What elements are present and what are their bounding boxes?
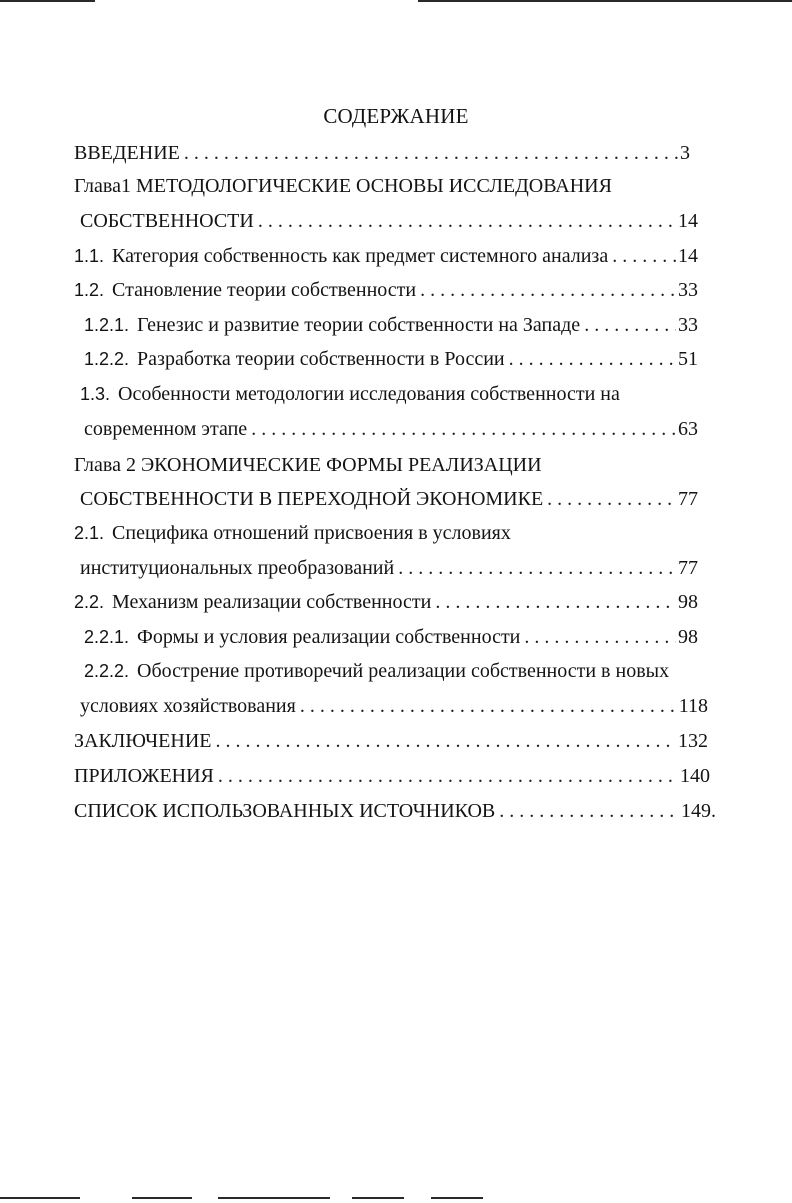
toc-entry-page: 132	[678, 730, 708, 752]
toc-section-2-2-2	[84, 657, 704, 685]
toc-entry-appendices	[74, 762, 710, 790]
toc-entry-page: 14	[678, 245, 698, 267]
toc-section-1-2	[74, 276, 698, 304]
toc-entry-text: Механизм реализации собственности	[112, 591, 432, 613]
toc-entry-page: 77	[678, 557, 698, 579]
section-number: 1.2.	[74, 280, 105, 300]
toc-entry-page: 98	[678, 626, 698, 648]
section-number: 1.2.2.	[84, 349, 130, 369]
toc-entry-text: ВВЕДЕНИЕ	[74, 142, 180, 164]
toc-chapter-2-title-cont	[80, 485, 698, 513]
leader-dots	[300, 692, 677, 720]
toc-entry-page: 33	[678, 314, 698, 336]
toc-entry-text: СОБСТВЕННОСТИ	[80, 210, 254, 232]
toc-entry-text: Разработка теории собственности в России	[137, 348, 505, 370]
leader-dots	[435, 588, 676, 616]
leader-dots	[420, 276, 676, 304]
toc-entry-page: 3	[680, 142, 690, 164]
toc-entry-page: 63	[678, 418, 698, 440]
leader-dots	[524, 623, 676, 651]
toc-entry-page: 51	[678, 348, 698, 370]
section-number: 2.2.2.	[84, 661, 130, 681]
section-number: 2.2.	[74, 592, 105, 612]
leader-dots	[509, 345, 676, 373]
toc-entry-page: 118	[678, 695, 708, 717]
toc-section-1-2-2	[84, 345, 698, 373]
page-title: СОДЕРЖАНИЕ	[323, 104, 469, 128]
toc-entry-text: Глава 2 ЭКОНОМИЧЕСКИЕ ФОРМЫ РЕАЛИЗАЦИИ	[74, 454, 542, 476]
toc-entry-text: Обострение противоречий реализации собственности в новых	[137, 660, 670, 682]
toc-chapter-2-title	[74, 451, 694, 479]
section-number: 2.2.1.	[84, 627, 130, 647]
toc-entry-text: Особенности методологии исследования собственности на	[118, 383, 620, 405]
leader-dots	[547, 485, 676, 513]
toc-entry-page: 14	[678, 210, 698, 232]
toc-section-1-3	[80, 380, 700, 408]
leader-dots	[251, 415, 676, 443]
toc-chapter-1-title-cont	[80, 207, 698, 235]
leader-dots	[184, 139, 678, 167]
scan-edge-top-right	[418, 0, 792, 2]
toc-chapter-1-title	[74, 172, 694, 200]
leader-dots	[584, 311, 676, 339]
toc-entry-page: 140	[680, 765, 710, 787]
toc-entry-text: ЗАКЛЮЧЕНИЕ	[74, 730, 212, 752]
toc-entry-page: 149.	[681, 800, 716, 822]
section-number: 2.1.	[74, 523, 105, 543]
scan-edge-bottom-5	[431, 1197, 483, 1199]
leader-dots	[499, 797, 679, 825]
scan-edge-bottom-3	[218, 1197, 330, 1199]
toc-section-2-2-1	[84, 623, 698, 651]
scan-edge-top-left	[0, 0, 95, 2]
leader-dots	[218, 762, 678, 790]
section-number: 1.2.1.	[84, 315, 130, 335]
toc-entry-sources	[74, 797, 716, 825]
leader-dots	[398, 554, 676, 582]
toc-entry-text: Формы и условия реализации собственности	[137, 626, 521, 648]
toc-entry-text: Категория собственность как предмет системного анализа	[112, 245, 609, 267]
toc-entry-text: Глава1 МЕТОДОЛОГИЧЕСКИЕ ОСНОВЫ ИССЛЕДОВАНИЯ	[74, 175, 612, 197]
toc-entry-text: ПРИЛОЖЕНИЯ	[74, 765, 214, 787]
toc-entry-text: СОБСТВЕННОСТИ В ПЕРЕХОДНОЙ ЭКОНОМИКЕ	[80, 488, 544, 510]
toc-section-1-2-1	[84, 311, 698, 339]
toc-entry-text: Специфика отношений присвоения в условиях	[112, 522, 511, 544]
toc-section-2-1-cont	[80, 554, 698, 582]
toc-entry-intro	[74, 139, 690, 167]
toc-entry-text: институциональных преобразований	[80, 557, 395, 579]
toc-section-2-2	[74, 588, 698, 616]
leader-dots	[612, 242, 676, 270]
section-number: 1.1.	[74, 246, 105, 266]
toc-section-1-3-cont	[84, 415, 698, 443]
toc-entry-page: 98	[678, 591, 698, 613]
toc-entry-page: 33	[678, 279, 698, 301]
scan-edge-bottom-2	[132, 1197, 192, 1199]
toc-section-1-1	[74, 242, 698, 270]
toc-section-2-1	[74, 519, 694, 547]
toc-entry-text: современном этапе	[84, 418, 248, 440]
toc-entry-text: Генезис и развитие теории собственности на Западе	[137, 314, 581, 336]
toc-entry-text: Становление теории собственности	[112, 279, 417, 301]
toc-entry-page: 77	[678, 488, 698, 510]
toc-section-2-2-2-cont	[80, 692, 708, 720]
scan-edge-bottom-4	[352, 1197, 404, 1199]
toc-entry-text: СПИСОК ИСПОЛЬЗОВАННЫХ ИСТОЧНИКОВ	[74, 800, 496, 822]
leader-dots	[215, 727, 676, 755]
scan-edge-bottom-1	[0, 1197, 80, 1199]
toc-entry-conclusion	[74, 727, 708, 755]
toc-entry-text: условиях хозяйствования	[80, 695, 296, 717]
section-number: 1.3.	[80, 384, 111, 404]
leader-dots	[258, 207, 676, 235]
